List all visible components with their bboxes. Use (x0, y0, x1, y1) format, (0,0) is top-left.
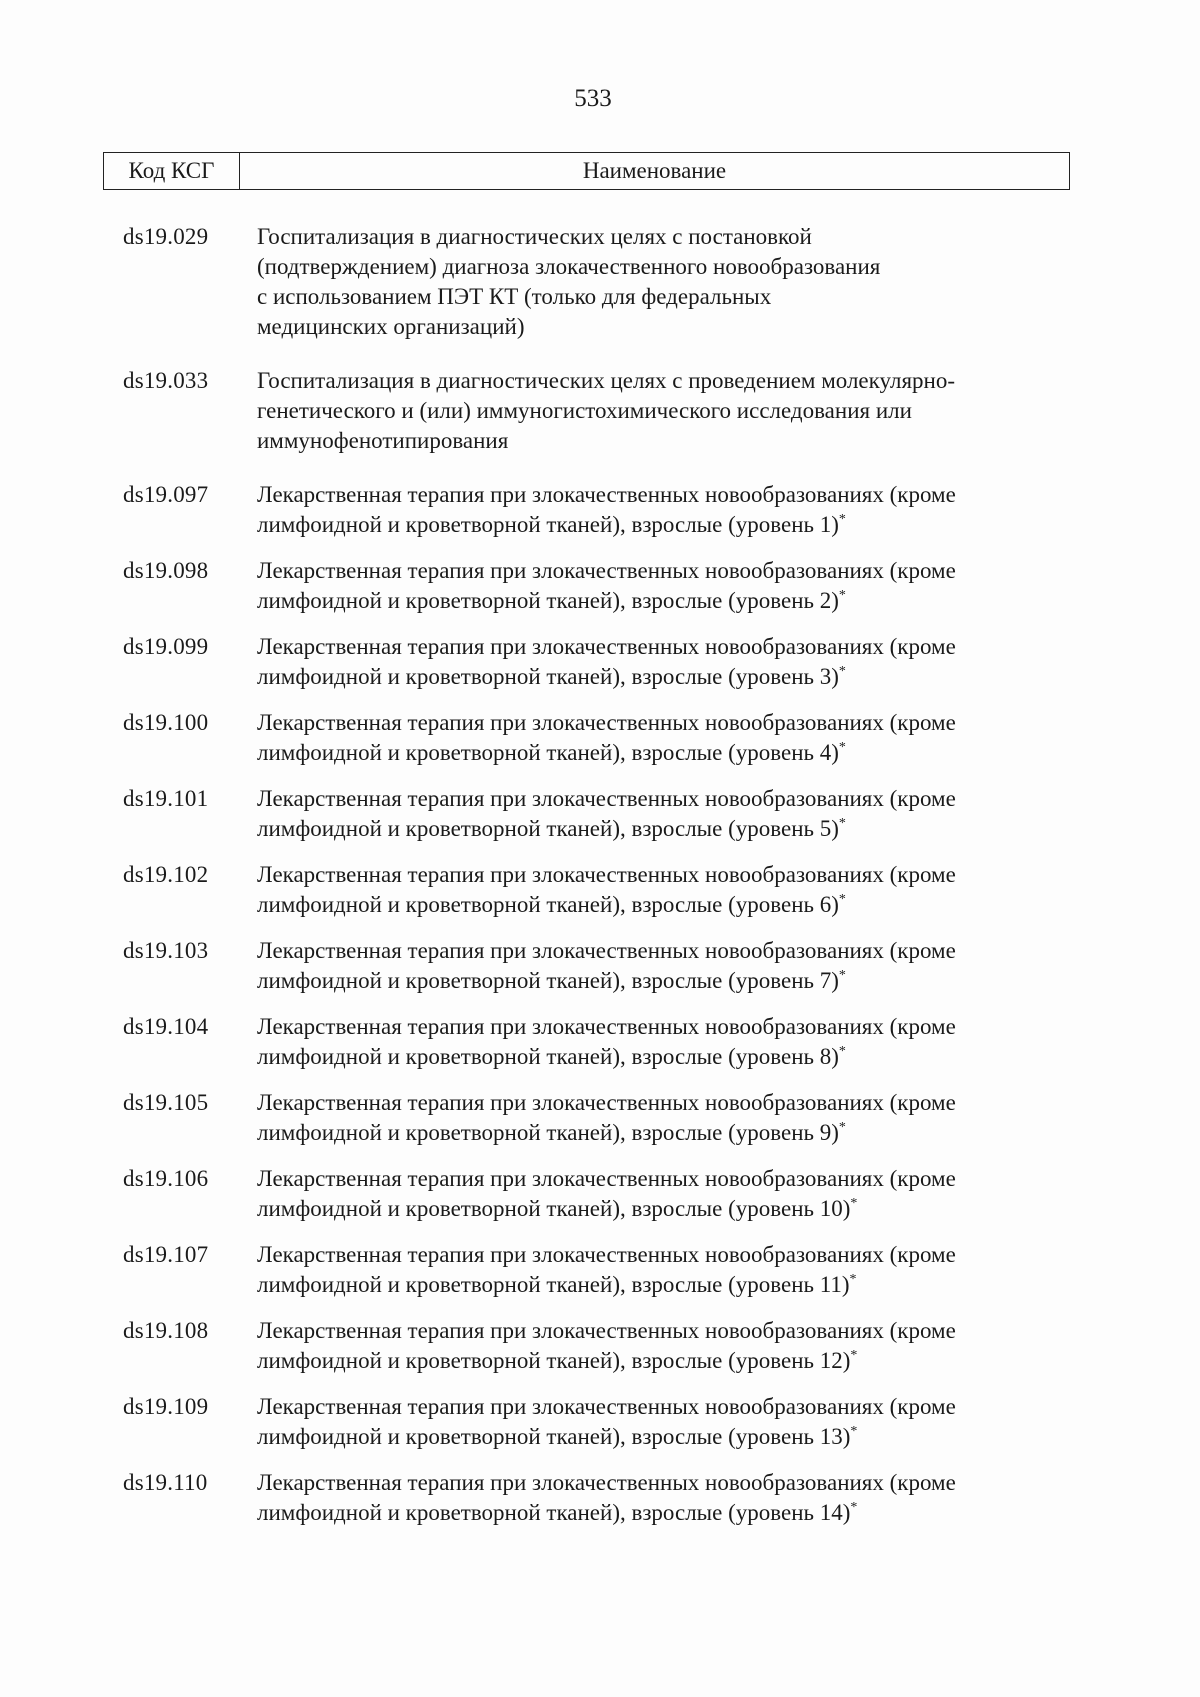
description-line-text: иммунофенотипирования (257, 428, 509, 453)
row-code: ds19.103 (123, 938, 209, 963)
description-line (257, 936, 1070, 966)
row-description (255, 1392, 1070, 1452)
row-description (255, 784, 1070, 844)
description-line (257, 282, 1070, 312)
description-line-text: лимфоидной и кроветворной тканей), взрослые (уровень 7) (257, 968, 839, 993)
description-line (257, 556, 1070, 586)
description-line-text: лимфоидной и кроветворной тканей), взрослые (уровень 9) (257, 1120, 839, 1145)
description-line (257, 662, 1070, 692)
description-line (257, 586, 1070, 616)
description-line (257, 222, 1070, 252)
table-row (103, 556, 1070, 616)
description-line-text: лимфоидной и кроветворной тканей), взрослые (уровень 12) (257, 1348, 851, 1373)
row-code: ds19.098 (123, 558, 209, 583)
description-line (257, 1194, 1070, 1224)
row-description (255, 936, 1070, 996)
header-name-column: Наименование (582, 158, 727, 183)
table-row (103, 860, 1070, 920)
description-line (257, 860, 1070, 890)
description-line-text: Лекарственная терапия при злокачественных новообразованиях (кроме (257, 1242, 956, 1267)
description-line-text: Лекарственная терапия при злокачественных новообразованиях (кроме (257, 1470, 956, 1495)
table-body (103, 222, 1070, 1544)
row-description (255, 556, 1070, 616)
description-line-text: медицинских организаций) (257, 314, 525, 339)
table-row (103, 1316, 1070, 1376)
description-line (257, 1392, 1070, 1422)
row-code: ds19.105 (123, 1090, 209, 1115)
description-line-text: Госпитализация в диагностических целях с проведением молекулярно- (257, 368, 956, 393)
table-row (103, 708, 1070, 768)
table-row (103, 1468, 1070, 1528)
row-description (255, 1240, 1070, 1300)
footnote-marker: * (838, 664, 846, 679)
row-code: ds19.099 (123, 634, 209, 659)
header-code-column: Код КСГ (104, 153, 240, 189)
footnote-marker: * (838, 816, 846, 831)
footnote-marker: * (838, 512, 846, 527)
table-row (103, 784, 1070, 844)
table-row (103, 1088, 1070, 1148)
description-line-text: Лекарственная терапия при злокачественных новообразованиях (кроме (257, 786, 956, 811)
row-description (255, 366, 1070, 456)
description-line (257, 510, 1070, 540)
table-header (103, 152, 1070, 190)
description-line-text: лимфоидной и кроветворной тканей), взрослые (уровень 8) (257, 1044, 839, 1069)
description-line-text: Лекарственная терапия при злокачественных новообразованиях (кроме (257, 1014, 956, 1039)
description-line-text: Лекарственная терапия при злокачественных новообразованиях (кроме (257, 938, 956, 963)
description-line-text: лимфоидной и кроветворной тканей), взрослые (уровень 3) (257, 664, 839, 689)
table-row (103, 1012, 1070, 1072)
description-line-text: лимфоидной и кроветворной тканей), взрослые (уровень 1) (257, 512, 839, 537)
table-row (103, 632, 1070, 692)
row-code: ds19.101 (123, 786, 209, 811)
description-line (257, 1088, 1070, 1118)
description-line-text: лимфоидной и кроветворной тканей), взрослые (уровень 5) (257, 816, 839, 841)
row-code: ds19.109 (123, 1394, 209, 1419)
description-line-text: Лекарственная терапия при злокачественных новообразованиях (кроме (257, 1090, 956, 1115)
description-line (257, 1042, 1070, 1072)
description-line-text: (подтверждением) диагноза злокачественного новообразования (257, 254, 881, 279)
description-line-text: лимфоидной и кроветворной тканей), взрослые (уровень 13) (257, 1424, 851, 1449)
row-code: ds19.106 (123, 1166, 209, 1191)
table-row (103, 222, 1070, 342)
description-line (257, 1422, 1070, 1452)
description-line-text: лимфоидной и кроветворной тканей), взрослые (уровень 10) (257, 1196, 851, 1221)
footnote-marker: * (850, 1424, 858, 1439)
description-line (257, 708, 1070, 738)
row-description (255, 1468, 1070, 1528)
footnote-marker: * (850, 1500, 858, 1515)
description-line-text: Лекарственная терапия при злокачественных новообразованиях (кроме (257, 558, 956, 583)
table-row (103, 1392, 1070, 1452)
description-line-text: лимфоидной и кроветворной тканей), взрослые (уровень 11) (257, 1272, 850, 1297)
row-description (255, 1316, 1070, 1376)
description-line (257, 1012, 1070, 1042)
description-line-text: Лекарственная терапия при злокачественных новообразованиях (кроме (257, 482, 956, 507)
description-line (257, 366, 1070, 396)
description-line-text: генетического и (или) иммуногистохимического исследования или (257, 398, 912, 423)
description-line-text: Лекарственная терапия при злокачественных новообразованиях (кроме (257, 1318, 956, 1343)
description-line-text: Лекарственная терапия при злокачественных новообразованиях (кроме (257, 1394, 956, 1419)
description-line (257, 814, 1070, 844)
footnote-marker: * (838, 588, 846, 603)
description-line (257, 738, 1070, 768)
description-line-text: Госпитализация в диагностических целях с постановкой (257, 224, 812, 249)
row-code: ds19.102 (123, 862, 209, 887)
row-description (255, 632, 1070, 692)
description-line (257, 1346, 1070, 1376)
description-line (257, 966, 1070, 996)
footnote-marker: * (850, 1348, 858, 1363)
row-code: ds19.097 (123, 482, 209, 507)
description-line-text: Лекарственная терапия при злокачественных новообразованиях (кроме (257, 710, 956, 735)
row-code: ds19.107 (123, 1242, 209, 1267)
description-line (257, 1118, 1070, 1148)
description-line (257, 480, 1070, 510)
footnote-marker: * (838, 1044, 846, 1059)
description-line-text: Лекарственная терапия при злокачественных новообразованиях (кроме (257, 862, 956, 887)
row-description (255, 1164, 1070, 1224)
description-line (257, 1270, 1070, 1300)
table-row (103, 366, 1070, 456)
description-line-text: лимфоидной и кроветворной тканей), взрослые (уровень 14) (257, 1500, 851, 1525)
description-line-text: Лекарственная терапия при злокачественных новообразованиях (кроме (257, 1166, 956, 1191)
row-description (255, 708, 1070, 768)
row-code: ds19.029 (123, 224, 209, 249)
description-line (257, 426, 1070, 456)
table-row (103, 1164, 1070, 1224)
description-line-text: Лекарственная терапия при злокачественных новообразованиях (кроме (257, 634, 956, 659)
description-line (257, 890, 1070, 920)
table-row (103, 936, 1070, 996)
description-line-text: с использованием ПЭТ КТ (только для федеральных (257, 284, 772, 309)
footnote-marker: * (838, 968, 846, 983)
row-description (255, 222, 1070, 342)
description-line (257, 252, 1070, 282)
row-code: ds19.108 (123, 1318, 209, 1343)
description-line (257, 396, 1070, 426)
description-line-text: лимфоидной и кроветворной тканей), взрослые (уровень 4) (257, 740, 839, 765)
row-code: ds19.104 (123, 1014, 209, 1039)
row-description (255, 1012, 1070, 1072)
row-code: ds19.110 (123, 1470, 208, 1495)
description-line (257, 1468, 1070, 1498)
row-code: ds19.033 (123, 368, 209, 393)
table-row (103, 480, 1070, 540)
description-line (257, 784, 1070, 814)
description-line-text: лимфоидной и кроветворной тканей), взрослые (уровень 6) (257, 892, 839, 917)
description-line-text: лимфоидной и кроветворной тканей), взрослые (уровень 2) (257, 588, 839, 613)
row-description (255, 1088, 1070, 1148)
description-line (257, 1316, 1070, 1346)
row-description (255, 860, 1070, 920)
page-number: 533 (574, 85, 612, 112)
description-line (257, 1240, 1070, 1270)
footnote-marker: * (850, 1196, 858, 1211)
description-line (257, 632, 1070, 662)
footnote-marker: * (838, 740, 846, 755)
footnote-marker: * (849, 1272, 857, 1287)
table-row (103, 1240, 1070, 1300)
footnote-marker: * (838, 1120, 846, 1135)
description-line (257, 1164, 1070, 1194)
description-line (257, 1498, 1070, 1528)
row-code: ds19.100 (123, 710, 209, 735)
footnote-marker: * (838, 892, 846, 907)
description-line (257, 312, 1070, 342)
row-description (255, 480, 1070, 540)
